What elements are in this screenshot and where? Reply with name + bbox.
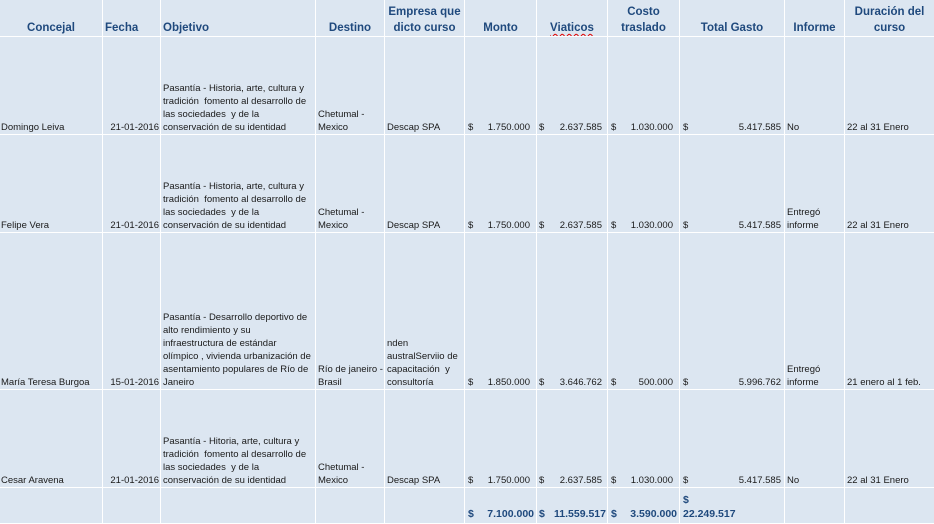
- header-duracion[interactable]: [845, 0, 934, 37]
- cell-costo-traslado[interactable]: [608, 233, 680, 390]
- amount-value: 1.750.000: [487, 220, 530, 231]
- currency-symbol: $: [468, 220, 474, 231]
- header-concejal[interactable]: [0, 0, 103, 37]
- cell-monto[interactable]: [465, 390, 537, 488]
- cell-viaticos[interactable]: [537, 37, 608, 135]
- header-label: Empresa que dicto curso: [388, 6, 461, 34]
- currency-symbol: $: [683, 122, 689, 133]
- header-objetivo[interactable]: [161, 0, 316, 37]
- cell-objetivo[interactable]: Pasantía - Desarrollo deportivo de alto rendimiento y su infraestructura de estándar olímpico , vivienda urbanización de asentamiento populares de Río de Janeiro: [161, 233, 316, 390]
- header-label: Fecha: [105, 22, 139, 34]
- cell-duracion[interactable]: 22 al 31 Enero: [845, 135, 934, 233]
- total-value: 11.559.517: [554, 508, 606, 520]
- amount-value: 1.030.000: [630, 122, 673, 133]
- total-gasto-sum[interactable]: [680, 488, 785, 524]
- total-costo-traslado[interactable]: [608, 488, 680, 524]
- cell-informe[interactable]: Entregó informe: [785, 233, 845, 390]
- empty-cell[interactable]: [103, 488, 161, 524]
- amount-value: 1.030.000: [630, 220, 673, 231]
- cell-empresa[interactable]: Descap SPA: [385, 135, 465, 233]
- amount-value: 500.000: [638, 377, 673, 388]
- currency-symbol: $: [468, 377, 474, 388]
- amount-value: 1.030.000: [630, 475, 673, 486]
- empty-cell[interactable]: [316, 488, 385, 524]
- cell-duracion[interactable]: 22 al 31 Enero: [845, 37, 934, 135]
- cell-objetivo[interactable]: Pasantía - Historia, arte, cultura y tradición fomento al desarrollo de las sociedades y de la conservación de su identidad: [161, 37, 316, 135]
- header-informe[interactable]: [785, 0, 845, 37]
- currency-symbol: $: [468, 122, 474, 133]
- header-viaticos[interactable]: [537, 0, 608, 37]
- cell-empresa[interactable]: Descap SPA: [385, 37, 465, 135]
- cell-viaticos[interactable]: [537, 390, 608, 488]
- cell-concejal[interactable]: Felipe Vera: [0, 135, 103, 233]
- cell-fecha[interactable]: 21-01-2016: [103, 37, 161, 135]
- cell-costo-traslado[interactable]: [608, 37, 680, 135]
- cell-objetivo[interactable]: Pasantía - Hitoria, arte, cultura y tradición fomento al desarrollo de las sociedades y de la conservación de su identidad: [161, 390, 316, 488]
- currency-symbol: $: [611, 220, 617, 231]
- header-empresa[interactable]: [385, 0, 465, 37]
- cell-total-gasto[interactable]: [680, 135, 785, 233]
- cell-monto[interactable]: [465, 135, 537, 233]
- amount-value: 3.646.762: [559, 377, 602, 388]
- empty-cell[interactable]: [845, 488, 934, 524]
- header-total-gasto[interactable]: [680, 0, 785, 37]
- currency-symbol: $: [468, 508, 474, 520]
- cell-destino[interactable]: Chetumal - Mexico: [316, 135, 385, 233]
- cell-fecha[interactable]: 21-01-2016: [103, 135, 161, 233]
- amount-value: 2.637.585: [559, 475, 602, 486]
- amount-value: 5.996.762: [738, 377, 781, 388]
- header-label: Monto: [483, 22, 518, 34]
- header-label: Destino: [328, 22, 372, 34]
- currency-symbol: $: [683, 494, 689, 506]
- header-label: Duración del curso: [854, 6, 925, 34]
- total-value: 22.249.517: [683, 508, 736, 520]
- cell-informe[interactable]: Entregó informe: [785, 135, 845, 233]
- cell-destino[interactable]: Río de janeiro - Brasil: [316, 233, 385, 390]
- header-costo-traslado[interactable]: [608, 0, 680, 37]
- cell-fecha[interactable]: 15-01-2016: [103, 233, 161, 390]
- cell-viaticos[interactable]: [537, 135, 608, 233]
- header-destino[interactable]: [316, 0, 385, 37]
- cell-destino[interactable]: Chetumal - Mexico: [316, 390, 385, 488]
- currency-symbol: $: [683, 475, 689, 486]
- amount-value: 1.850.000: [487, 377, 530, 388]
- empty-cell[interactable]: [161, 488, 316, 524]
- empty-cell[interactable]: [0, 488, 103, 524]
- currency-symbol: $: [611, 122, 617, 133]
- cell-concejal[interactable]: María Teresa Burgoa: [0, 233, 103, 390]
- amount-value: 1.750.000: [487, 122, 530, 133]
- cell-monto[interactable]: [465, 37, 537, 135]
- currency-symbol: $: [539, 220, 545, 231]
- cell-duracion[interactable]: 21 enero al 1 feb.: [845, 233, 934, 390]
- header-label-spellcheck-underlined: Viaticos: [550, 22, 594, 34]
- header-monto[interactable]: [465, 0, 537, 37]
- amount-value: 2.637.585: [559, 220, 602, 231]
- cell-informe[interactable]: No: [785, 37, 845, 135]
- cell-empresa[interactable]: nden australServiio de capacitación y consultoría: [385, 233, 465, 390]
- empty-cell[interactable]: [785, 488, 845, 524]
- cell-monto[interactable]: [465, 233, 537, 390]
- cell-concejal[interactable]: Cesar Aravena: [0, 390, 103, 488]
- cell-total-gasto[interactable]: [680, 37, 785, 135]
- amount-value: 1.750.000: [487, 475, 530, 486]
- total-value: 7.100.000: [487, 508, 534, 520]
- cell-costo-traslado[interactable]: [608, 390, 680, 488]
- total-viaticos[interactable]: [537, 488, 608, 524]
- cell-total-gasto[interactable]: [680, 233, 785, 390]
- cell-viaticos[interactable]: [537, 233, 608, 390]
- cell-empresa[interactable]: Descap SPA: [385, 390, 465, 488]
- cell-informe[interactable]: No: [785, 390, 845, 488]
- total-monto[interactable]: [465, 488, 537, 524]
- empty-cell[interactable]: [385, 488, 465, 524]
- header-label: Concejal: [27, 22, 75, 34]
- header-fecha[interactable]: [103, 0, 161, 37]
- amount-value: 2.637.585: [559, 122, 602, 133]
- cell-total-gasto[interactable]: [680, 390, 785, 488]
- currency-symbol: $: [611, 377, 617, 388]
- amount-value: 5.417.585: [738, 122, 781, 133]
- cell-duracion[interactable]: 22 al 31 Enero: [845, 390, 934, 488]
- currency-symbol: $: [539, 122, 545, 133]
- total-value: 3.590.000: [630, 508, 677, 520]
- currency-symbol: $: [539, 508, 545, 520]
- header-label: Objetivo: [163, 22, 210, 34]
- currency-symbol: $: [611, 475, 617, 486]
- currency-symbol: $: [539, 475, 545, 486]
- cell-objetivo[interactable]: Pasantía - Historia, arte, cultura y tradición fomento al desarrollo de las sociedades y de la conservación de su identidad: [161, 135, 316, 233]
- cell-costo-traslado[interactable]: [608, 135, 680, 233]
- currency-symbol: $: [611, 508, 617, 520]
- header-label: Total Gasto: [700, 22, 764, 34]
- currency-symbol: $: [683, 377, 689, 388]
- currency-symbol: $: [683, 220, 689, 231]
- amount-value: 5.417.585: [738, 220, 781, 231]
- currency-symbol: $: [539, 377, 545, 388]
- cell-concejal[interactable]: Domingo Leiva: [0, 37, 103, 135]
- header-label: Informe: [793, 22, 836, 34]
- header-label: Costo traslado: [621, 6, 666, 34]
- amount-value: 5.417.585: [738, 475, 781, 486]
- cell-destino[interactable]: Chetumal - Mexico: [316, 37, 385, 135]
- currency-symbol: $: [468, 475, 474, 486]
- cell-fecha[interactable]: 21-01-2016: [103, 390, 161, 488]
